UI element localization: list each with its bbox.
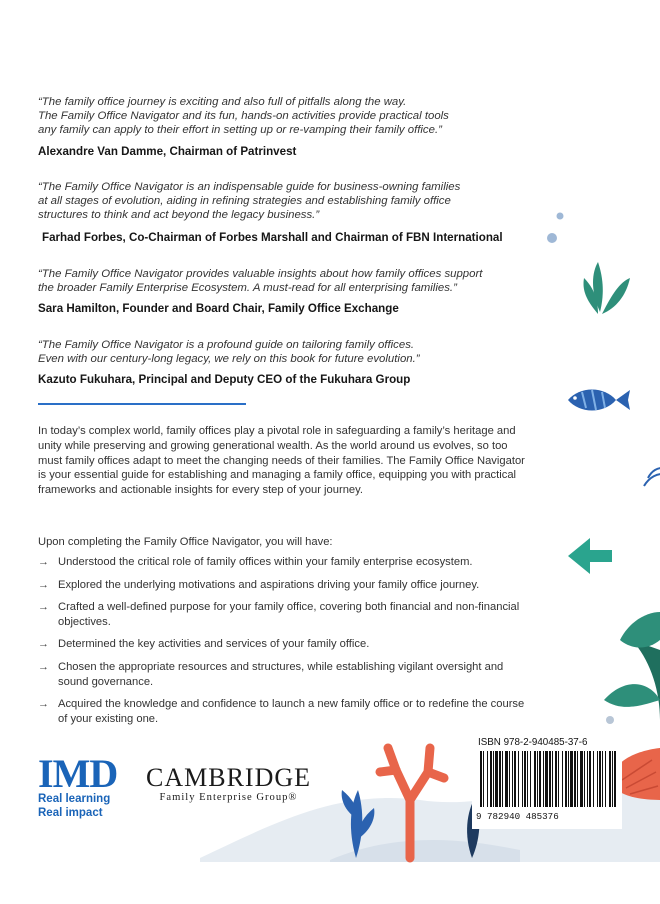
kelp-icon (604, 612, 660, 720)
barcode-bar (518, 751, 519, 807)
barcode-bar (512, 751, 513, 807)
testimonial-quote-1: “The family office journey is exciting and also full of pitfalls along the way. The Family Office Navigator and its fun, hands-on activities provide practical tools any family can apply to their effort in setting up or re-vamping their family office.” (38, 96, 449, 137)
barcode-bar (499, 751, 501, 807)
arrow-right-icon: → (38, 556, 49, 568)
barcode-bar (555, 751, 557, 807)
imd-wordmark: IMD (38, 751, 118, 796)
outcomes-lead: Upon completing the Family Office Navigator, you will have: (38, 536, 333, 548)
barcode-bar (577, 751, 578, 807)
barcode-bar (509, 751, 510, 807)
imd-tagline-1: Real learning (38, 793, 111, 805)
cambridge-wordmark: CAMBRIDGE (146, 763, 312, 792)
barcode-bar (612, 751, 613, 807)
barcode-bar (568, 751, 569, 807)
barcode-bar (609, 751, 611, 807)
list-item: → Determined the key activities and services of your family office. (38, 638, 370, 651)
barcode-bar (480, 751, 482, 807)
arrow-right-icon: → (38, 601, 49, 614)
imd-tagline-2: Real impact (38, 807, 103, 819)
arrow-right-icon: → (38, 578, 49, 591)
cambridge-logo (146, 764, 311, 804)
barcode-bar (543, 751, 544, 807)
arrow-leaf-icon (568, 538, 612, 574)
barcode-bar (558, 751, 559, 807)
barcode-icon (476, 751, 626, 811)
testimonial-author-3: Sara Hamilton, Founder and Board Chair, Family Office Exchange (38, 302, 399, 315)
arrow-right-icon: → (38, 660, 49, 673)
barcode-bar (530, 751, 531, 807)
imd-logo (38, 751, 118, 820)
barcode-bar (514, 751, 516, 807)
barcode-bar (593, 751, 594, 807)
barcode-box (472, 733, 622, 829)
testimonial-author-4: Kazuto Fukuhara, Principal and Deputy CEO of the Fukuhara Group (38, 373, 411, 386)
barcode-bar (549, 751, 551, 807)
arrow-right-icon: → (38, 638, 49, 651)
barcode-bar (580, 751, 583, 807)
testimonial-quote-3: “The Family Office Navigator provides valuable insights about how family offices support the broader Family Enterprise Ecosystem. A must-read for all enterprising families.” (38, 268, 483, 295)
outcomes-list (38, 555, 528, 734)
wave-icon (644, 468, 660, 486)
barcode-bar (599, 751, 601, 807)
barcode-bar (570, 751, 573, 807)
list-item: → Acquired the knowledge and confidence to launch a new family office or to redefine the course of your existing one. (38, 698, 525, 725)
barcode-bar (614, 751, 616, 807)
barcode-bar (522, 751, 523, 807)
barcode-bar (505, 751, 508, 807)
barcode-bar (574, 751, 576, 807)
barcode-digits: 9 782940 485376 (476, 811, 559, 822)
testimonial-quote-4: “The Family Office Navigator is a profound guide on tailoring family offices. Even with our century-long legacy, we rely on this book for future evolution.” (38, 339, 420, 366)
barcode-bar (483, 751, 484, 807)
barcode-bar (534, 751, 536, 807)
barcode-bar (495, 751, 498, 807)
section-divider (38, 403, 246, 405)
testimonial-author-1: Alexandre Van Damme, Chairman of Patrinvest (38, 145, 297, 158)
list-item: → Explored the underlying motivations and aspirations driving your family office journey. (38, 578, 480, 591)
isbn-label: ISBN 978-2-940485-37-6 (478, 737, 588, 748)
barcode-bar (589, 751, 591, 807)
list-item: → Chosen the appropriate resources and structures, while establishing vigilant oversight and sound governance. (38, 660, 504, 688)
bubble (606, 716, 614, 724)
barcode-bar (490, 751, 492, 807)
barcode-bar (539, 751, 541, 807)
barcode-bar (537, 751, 538, 807)
barcode-bar (527, 751, 528, 807)
testimonial-quote-2: “The Family Office Navigator is an indispensable guide for business-owning families at all stages of evolution, aiding in refining strategies and establishing family office structures to think and act beyond the legacy business.” (38, 181, 461, 222)
barcode-bar (545, 751, 548, 807)
barcode-bar (493, 751, 494, 807)
barcode-bar (524, 751, 526, 807)
arrow-right-icon: → (38, 698, 49, 711)
barcode-bar (584, 751, 585, 807)
barcode-bar (605, 751, 606, 807)
list-item: → Understood the critical role of family offices within your family enterprise ecosystem. (38, 556, 473, 568)
barcode-bar (487, 751, 488, 807)
cambridge-subtitle: Family Enterprise Group® (159, 792, 298, 803)
bubble (547, 233, 557, 243)
list-item: → Crafted a well-defined purpose for your family office, covering both financial and non-financial objectives. (38, 601, 520, 628)
testimonial-author-2: Farhad Forbes, Co-Chairman of Forbes Marshall and Chairman of FBN International (42, 231, 503, 244)
fish-icon (568, 390, 630, 411)
intro-paragraph: In today’s complex world, family offices play a pivotal role in safeguarding a family’s heritage and unity while preserving and growing generational wealth. As the world around us evolves, so too must family offices adapt to meet the changing needs of their families. The Family Office Navigator is your essential guide for establishing and managing a family office, equipping you with practical frameworks and actionable insights for every step of your journey. (38, 425, 525, 497)
barcode-bar (587, 751, 588, 807)
barcode-bar (502, 751, 503, 807)
barcode-bar (552, 751, 553, 807)
barcode-bar (562, 751, 563, 807)
barcode-bar (602, 751, 603, 807)
barcode-bar (565, 751, 567, 807)
barcode-bar (597, 751, 598, 807)
